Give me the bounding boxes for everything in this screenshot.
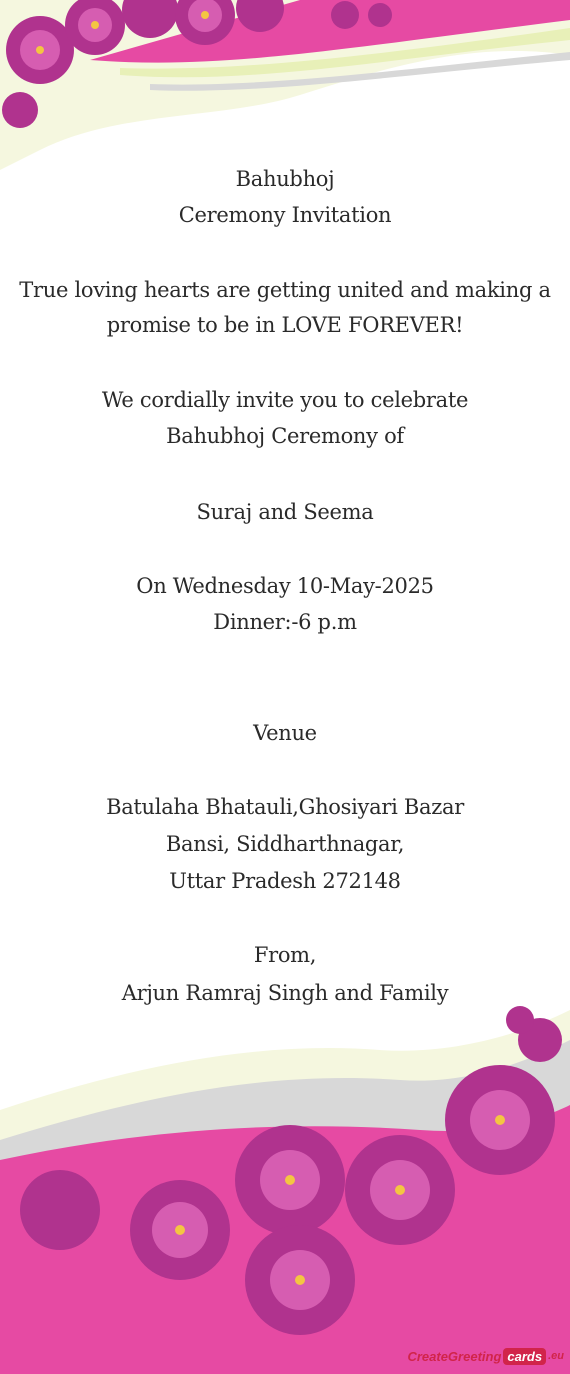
venue-address-1: Batulaha Bhatauli,Ghosiyari Bazar <box>106 795 464 819</box>
from-label: From, <box>253 943 317 967</box>
watermark-part1: CreateGreeting <box>407 1348 502 1364</box>
venue-address-3: Uttar Pradesh 272148 <box>169 869 401 893</box>
invite-line-2: Bahubhoj Ceremony of <box>166 424 404 448</box>
host-name: Arjun Ramraj Singh and Family <box>121 981 449 1005</box>
site-watermark[interactable] <box>407 1342 564 1370</box>
watermark-part3: .eu <box>548 1350 564 1362</box>
subtitle-line: Ceremony Invitation <box>178 203 392 227</box>
title-line: Bahubhoj <box>235 167 335 191</box>
event-time: Dinner:-6 p.m <box>213 610 357 634</box>
event-date: On Wednesday 10-May-2025 <box>136 574 434 598</box>
top-floral-decoration <box>0 0 570 230</box>
invite-line-1: We cordially invite you to celebrate <box>101 388 469 412</box>
venue-address-2: Bansi, Siddharthnagar, <box>165 832 405 856</box>
message-line-2: promise to be in LOVE FOREVER! <box>106 313 464 337</box>
watermark-part2: cards <box>503 1348 546 1365</box>
message-line-1: True loving hearts are getting united and making a <box>19 278 551 302</box>
venue-heading: Venue <box>253 721 317 745</box>
couple-names: Suraj and Seema <box>196 500 374 524</box>
bottom-floral-decoration <box>0 980 570 1374</box>
